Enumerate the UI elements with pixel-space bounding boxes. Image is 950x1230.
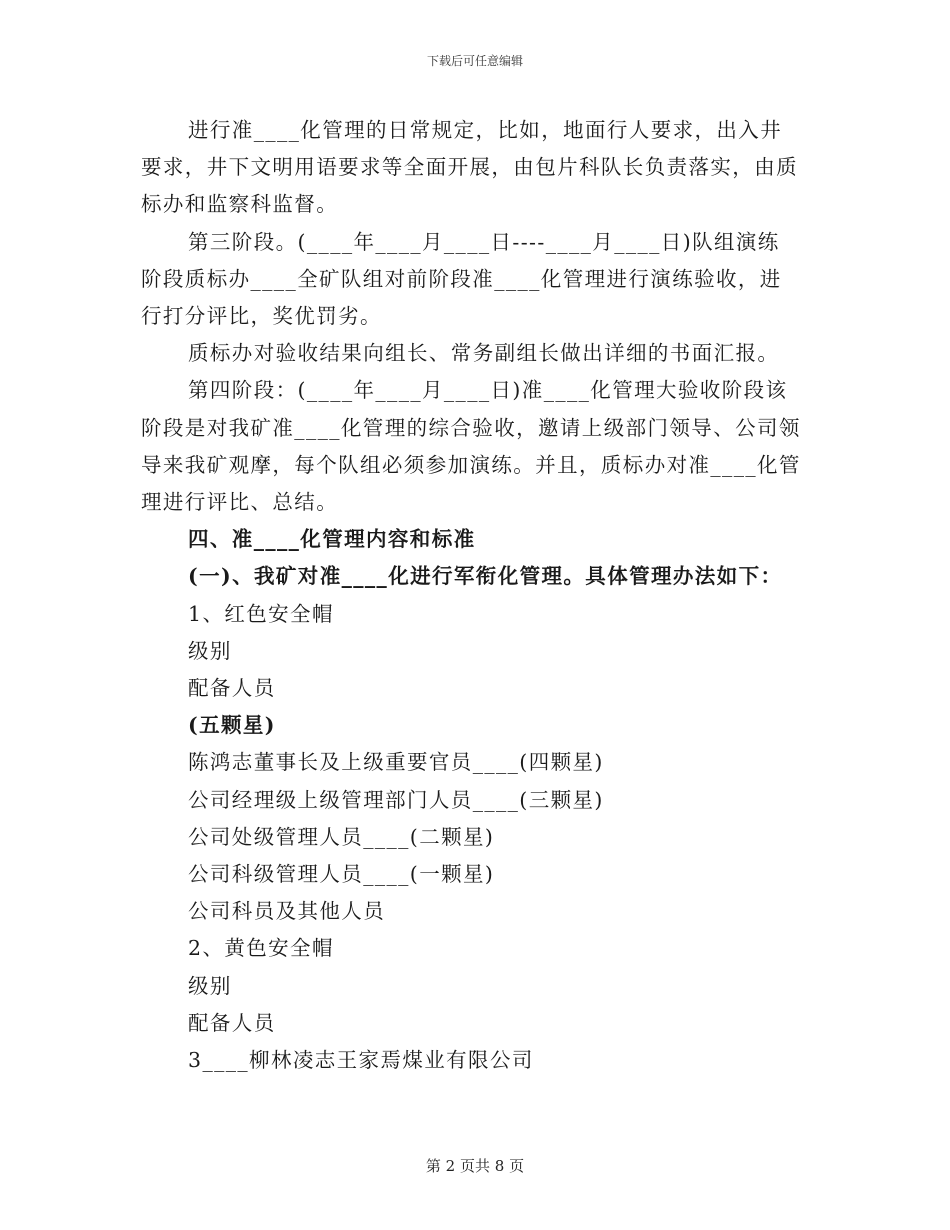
list-item: 公司科员及其他人员 [188, 899, 386, 924]
list-item: 3____柳林凌志王家焉煤业有限公司 [188, 1048, 534, 1073]
list-item: 公司处级管理人员____(二颗星) [188, 824, 495, 849]
paragraph: 质标办对验收结果向组长、常务副组长做出详细的书面汇报。 [188, 341, 780, 366]
section-heading: 四、准____化管理内容和标准 [188, 527, 476, 552]
paragraph: 第三阶段。(____年____月____日----____月____日)队组演练阶段质标办____全矿队组对前阶段准____化管理进行演练验收，进行打分评比，奖优罚劣。 [141, 229, 782, 329]
list-item: 公司科级管理人员____(一颗星) [188, 862, 495, 887]
paragraph: 第四阶段：(____年____月____日)准____化管理大验收阶段该阶段是对我矿准____化管理的综合验收，邀请上级部门领导、公司领导来我矿观摩，每个队组必须参加演练。并且，质标办对准____化管理进行评比、总结。 [141, 378, 801, 515]
page-footer: 第 2 页共 8 页 [425, 1157, 525, 1175]
list-item: 级别 [188, 638, 232, 663]
list-item: 级别 [188, 973, 232, 998]
document-body [141, 112, 801, 1079]
list-item: 配备人员 [188, 676, 276, 701]
subsection-heading: (一)、我矿对准____化进行军衔化管理。具体管理办法如下： [188, 564, 783, 589]
list-item: 公司经理级上级管理部门人员____(三颗星) [188, 787, 604, 812]
list-item: 陈鸿志董事长及上级重要官员____(四颗星) [188, 750, 604, 775]
list-item: 配备人员 [188, 1010, 276, 1035]
paragraph: 进行准____化管理的日常规定，比如，地面行人要求，出入井要求，井下文明用语要求等全面开展，由包片科队长负责落实，由质标办和监察科监督。 [141, 118, 798, 217]
page-header: 下载后可任意编辑 [426, 54, 523, 68]
list-item: 2、黄色安全帽 [188, 936, 334, 961]
list-item: (五颗星) [188, 713, 276, 738]
list-item: 1、红色安全帽 [188, 601, 334, 626]
